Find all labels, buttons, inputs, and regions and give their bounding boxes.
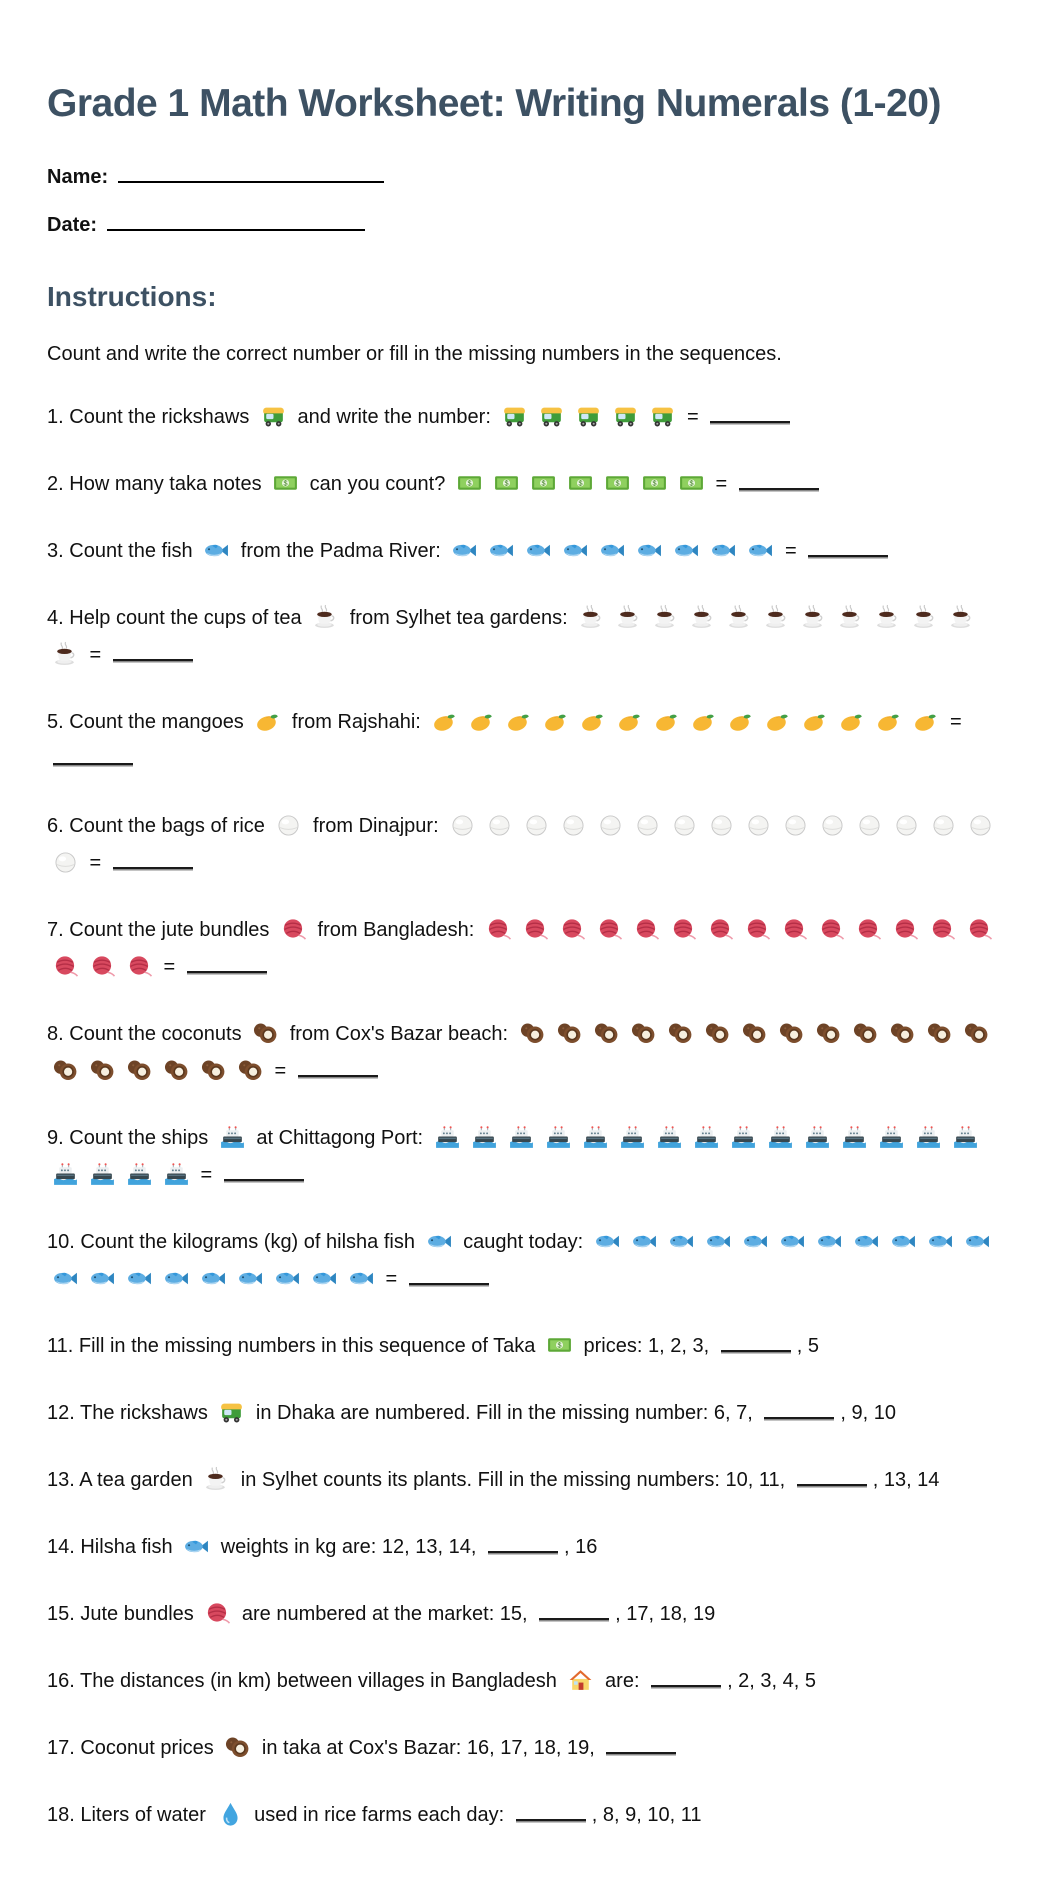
worksheet-items	[47, 399, 1012, 1834]
item-text-pre: Count the rickshaws	[69, 406, 255, 429]
fish-icon	[525, 537, 552, 564]
ship-icon	[219, 1124, 246, 1151]
item-number: 15.	[47, 1603, 81, 1626]
item-text-post: are numbered at the market: 15,	[236, 1603, 534, 1626]
fish-icon	[311, 1265, 338, 1292]
fish-icon	[488, 537, 515, 564]
answer-blank-4[interactable]	[113, 639, 193, 661]
fish-icon	[636, 537, 663, 564]
answer-blank-6[interactable]	[113, 847, 193, 869]
counting-item-8	[47, 1016, 1012, 1090]
name-input-line[interactable]	[118, 163, 384, 183]
mango-icon	[912, 708, 939, 735]
item-number: 2.	[47, 473, 70, 496]
jute-icon	[522, 916, 549, 943]
ship-icon	[471, 1124, 498, 1151]
droplet-icon	[217, 1801, 244, 1828]
counting-item-7	[47, 912, 1012, 986]
coconut-icon	[741, 1020, 768, 1047]
rickshaw-icon	[538, 403, 565, 430]
answer-blank-18[interactable]	[516, 1799, 586, 1821]
svg-text:$: $	[541, 479, 546, 489]
rice-icon	[745, 812, 772, 839]
fish-icon	[426, 1228, 453, 1255]
item-number: 7.	[47, 919, 70, 942]
answer-blank-17[interactable]	[606, 1732, 676, 1754]
item-text-pre: Count the jute bundles	[69, 919, 275, 942]
item-number: 9.	[47, 1127, 70, 1150]
counting-item-3	[47, 533, 1012, 570]
fish-icon	[705, 1228, 732, 1255]
item-text-post: from the Padma River:	[235, 540, 447, 563]
coconut-icon	[630, 1020, 657, 1047]
tea-cup-icon	[911, 604, 938, 631]
answer-blank-8[interactable]	[298, 1055, 378, 1077]
item-text-post: from Sylhet tea gardens:	[344, 607, 574, 630]
ship-icon	[952, 1124, 979, 1151]
item-text-post: in Dhaka are numbered. Fill in the missing number: 6, 7,	[250, 1402, 759, 1425]
item-text-post: , 5	[796, 1335, 819, 1358]
item-text-pre: Count the kilograms (kg) of hilsha fish	[80, 1231, 421, 1254]
svg-text:$: $	[652, 479, 657, 489]
sequence-item-13	[47, 1462, 1012, 1499]
mango-icon	[579, 708, 606, 735]
ship-icon	[582, 1124, 609, 1151]
fish-icon	[451, 537, 478, 564]
coconut-icon	[556, 1020, 583, 1047]
rickshaw-icon	[649, 403, 676, 430]
jute-icon	[818, 916, 845, 943]
item-text-post: used in rice farms each day:	[248, 1804, 510, 1827]
rickshaw-icon	[612, 403, 639, 430]
fish-icon	[668, 1228, 695, 1255]
item-number: 6.	[47, 815, 70, 838]
ship-icon	[508, 1124, 535, 1151]
ship-icon	[804, 1124, 831, 1151]
coconut-icon	[963, 1020, 990, 1047]
rickshaw-icon	[260, 403, 287, 430]
ship-icon	[52, 1161, 79, 1188]
ship-icon	[434, 1124, 461, 1151]
rice-icon	[449, 812, 476, 839]
answer-blank-13[interactable]	[797, 1464, 867, 1486]
taka-note-icon	[272, 470, 299, 497]
answer-blank-5[interactable]	[53, 743, 133, 765]
sequence-item-18	[47, 1797, 1012, 1834]
tea-cup-icon	[689, 604, 716, 631]
coconut-icon	[519, 1020, 546, 1047]
item-text-post: in taka at Cox's Bazar: 16, 17, 18, 19,	[256, 1737, 601, 1760]
jute-icon	[485, 916, 512, 943]
item-text-post: , 13, 14	[872, 1469, 940, 1492]
jute-icon	[892, 916, 919, 943]
tea-cup-icon	[615, 604, 642, 631]
jute-icon	[929, 916, 956, 943]
rickshaw-icon	[218, 1399, 245, 1426]
answer-blank-15[interactable]	[539, 1598, 609, 1620]
fish-icon	[779, 1228, 806, 1255]
jute-icon	[596, 916, 623, 943]
item-text-pre: Count the coconuts	[69, 1023, 248, 1046]
tea-cup-icon	[948, 604, 975, 631]
mango-icon	[838, 708, 865, 735]
mango-icon	[727, 708, 754, 735]
coconut-icon	[200, 1057, 227, 1084]
ship-icon	[915, 1124, 942, 1151]
fish-icon	[237, 1265, 264, 1292]
page-title: Grade 1 Math Worksheet: Writing Numerals (1-20)	[47, 82, 941, 125]
ship-icon	[878, 1124, 905, 1151]
svg-text:$: $	[504, 479, 509, 489]
coconut-icon	[778, 1020, 805, 1047]
coconut-icon	[926, 1020, 953, 1047]
item-number: 4.	[47, 607, 70, 630]
fish-icon	[927, 1228, 954, 1255]
fish-icon	[183, 1533, 210, 1560]
item-text-pre: Count the bags of rice	[69, 815, 271, 838]
item-text-post: , 8, 9, 10, 11	[591, 1804, 702, 1827]
mango-icon	[653, 708, 680, 735]
jute-icon	[855, 916, 882, 943]
fish-icon	[348, 1265, 375, 1292]
taka-note-icon	[641, 470, 668, 497]
coconut-icon	[889, 1020, 916, 1047]
item-text-pre: The distances (in km) between villages in Bangladesh	[80, 1670, 563, 1693]
item-number: 11.	[47, 1335, 79, 1358]
item-number: 16.	[47, 1670, 80, 1693]
counting-item-2	[47, 466, 1012, 503]
fish-icon	[599, 537, 626, 564]
fish-icon	[747, 537, 774, 564]
answer-blank-10[interactable]	[409, 1263, 489, 1285]
date-field	[47, 211, 1012, 237]
item-text-pre: Hilsha fish	[80, 1536, 179, 1559]
item-text-pre: Help count the cups of tea	[69, 607, 308, 630]
coconut-icon	[252, 1020, 279, 1047]
coconut-icon	[593, 1020, 620, 1047]
rice-icon	[967, 812, 994, 839]
coconut-icon	[667, 1020, 694, 1047]
item-text-post: , 16	[564, 1536, 598, 1559]
taka-note-icon	[493, 470, 520, 497]
item-text-post: from Bangladesh:	[311, 919, 480, 942]
coconut-icon	[52, 1057, 79, 1084]
taka-note-icon	[604, 470, 631, 497]
counting-item-5	[47, 704, 1012, 778]
item-text-post: from Cox's Bazar beach:	[284, 1023, 514, 1046]
item-text-post: and write the number:	[291, 406, 497, 429]
taka-note-icon	[456, 470, 483, 497]
item-number: 14.	[47, 1536, 81, 1559]
coconut-icon	[163, 1057, 190, 1084]
svg-text:$: $	[467, 479, 472, 489]
jute-icon	[204, 1600, 231, 1627]
item-number: 8.	[47, 1023, 70, 1046]
item-text-post: weights in kg are: 12, 13, 14,	[215, 1536, 482, 1559]
fish-icon	[274, 1265, 301, 1292]
tea-cup-icon	[874, 604, 901, 631]
tea-cup-icon	[763, 604, 790, 631]
rice-icon	[560, 812, 587, 839]
tea-cup-icon	[52, 641, 79, 668]
date-input-line[interactable]	[107, 211, 365, 231]
item-text-pre: The rickshaws	[80, 1402, 214, 1425]
sequence-item-15	[47, 1596, 1012, 1633]
item-text-post: , 17, 18, 19	[615, 1603, 716, 1626]
rice-icon	[930, 812, 957, 839]
coconut-icon	[237, 1057, 264, 1084]
taka-note-icon	[530, 470, 557, 497]
equals-sign: =	[269, 1060, 292, 1083]
rice-icon	[893, 812, 920, 839]
jute-icon	[559, 916, 586, 943]
item-text-pre: A tea garden	[79, 1469, 199, 1492]
jute-icon	[633, 916, 660, 943]
rice-icon	[486, 812, 513, 839]
tea-cup-icon	[726, 604, 753, 631]
equals-sign: =	[944, 711, 962, 734]
fish-icon	[631, 1228, 658, 1255]
instructions-heading: Instructions:	[47, 281, 217, 313]
tea-cup-icon	[837, 604, 864, 631]
item-number: 17.	[47, 1737, 81, 1760]
item-text-pre: How many taka notes	[69, 473, 268, 496]
jute-icon	[670, 916, 697, 943]
fish-icon	[890, 1228, 917, 1255]
rice-icon	[523, 812, 550, 839]
coconut-icon	[126, 1057, 153, 1084]
jute-icon	[707, 916, 734, 943]
answer-blank-1[interactable]	[710, 401, 790, 423]
fish-icon	[964, 1228, 991, 1255]
mango-icon	[505, 708, 532, 735]
house-icon	[567, 1667, 594, 1694]
item-text-pre: Count the mangoes	[69, 711, 250, 734]
ship-icon	[545, 1124, 572, 1151]
item-text-post: prices: 1, 2, 3,	[577, 1335, 715, 1358]
mango-icon	[616, 708, 643, 735]
sequence-item-14	[47, 1529, 1012, 1566]
equals-sign: =	[195, 1164, 218, 1187]
coconut-icon	[704, 1020, 731, 1047]
jute-icon	[966, 916, 993, 943]
sequence-item-12	[47, 1395, 1012, 1432]
ship-icon	[163, 1161, 190, 1188]
fish-icon	[126, 1265, 153, 1292]
rice-icon	[671, 812, 698, 839]
ship-icon	[619, 1124, 646, 1151]
coconut-icon	[852, 1020, 879, 1047]
item-text-pre: Jute bundles	[80, 1603, 200, 1626]
equals-sign: =	[681, 406, 705, 429]
mango-icon	[764, 708, 791, 735]
answer-blank-7[interactable]	[187, 951, 267, 973]
equals-sign: =	[84, 644, 107, 667]
fish-icon	[89, 1265, 116, 1292]
rice-icon	[856, 812, 883, 839]
item-text-pre: Count the fish	[69, 540, 199, 563]
date-label: Date:	[47, 214, 98, 237]
item-number: 18.	[47, 1804, 81, 1827]
tea-cup-icon	[203, 1466, 230, 1493]
answer-blank-9[interactable]	[224, 1159, 304, 1181]
coconut-icon	[224, 1734, 251, 1761]
rickshaw-icon	[575, 403, 602, 430]
ship-icon	[767, 1124, 794, 1151]
svg-text:$: $	[615, 479, 620, 489]
item-text-post: , 9, 10	[840, 1402, 897, 1425]
counting-item-4	[47, 600, 1012, 674]
sequence-item-16	[47, 1663, 1012, 1700]
counting-item-9	[47, 1120, 1012, 1194]
rice-icon	[819, 812, 846, 839]
tea-cup-icon	[312, 604, 339, 631]
item-text-post: from Dinajpur:	[307, 815, 445, 838]
taka-note-icon	[678, 470, 705, 497]
coconut-icon	[815, 1020, 842, 1047]
jute-icon	[52, 953, 79, 980]
ship-icon	[89, 1161, 116, 1188]
equals-sign: =	[709, 473, 733, 496]
item-text-post: caught today:	[457, 1231, 589, 1254]
item-text-post: , 2, 3, 4, 5	[727, 1670, 817, 1693]
ship-icon	[841, 1124, 868, 1151]
counting-item-1	[47, 399, 1012, 436]
item-text-pre: Count the ships	[69, 1127, 214, 1150]
item-text-pre: Coconut prices	[80, 1737, 220, 1760]
sequence-item-11	[47, 1328, 1012, 1365]
jute-icon	[744, 916, 771, 943]
jute-icon	[126, 953, 153, 980]
item-number: 5.	[47, 711, 70, 734]
name-field	[47, 163, 1012, 189]
item-text-post: from Rajshahi:	[286, 711, 427, 734]
equals-sign: =	[380, 1268, 403, 1291]
svg-text:$: $	[578, 479, 583, 489]
ship-icon	[730, 1124, 757, 1151]
item-number: 1.	[47, 406, 70, 429]
rice-icon	[275, 812, 302, 839]
rickshaw-icon	[501, 403, 528, 430]
name-label: Name:	[47, 166, 109, 189]
ship-icon	[693, 1124, 720, 1151]
fish-icon	[673, 537, 700, 564]
svg-text:$: $	[689, 479, 694, 489]
mango-icon	[542, 708, 569, 735]
item-text-post: are:	[599, 1670, 646, 1693]
instructions-text: Count and write the correct number or fill in the missing numbers in the sequences.	[47, 343, 782, 366]
ship-icon	[126, 1161, 153, 1188]
tea-cup-icon	[578, 604, 605, 631]
answer-blank-16[interactable]	[651, 1665, 721, 1687]
tea-cup-icon	[800, 604, 827, 631]
item-text-post: at Chittagong Port:	[250, 1127, 429, 1150]
item-number: 3.	[47, 540, 70, 563]
answer-blank-2[interactable]	[739, 468, 819, 490]
mango-icon	[431, 708, 458, 735]
taka-note-icon	[567, 470, 594, 497]
mango-icon	[875, 708, 902, 735]
jute-icon	[781, 916, 808, 943]
rice-icon	[597, 812, 624, 839]
coconut-icon	[89, 1057, 116, 1084]
rice-icon	[708, 812, 735, 839]
fish-icon	[52, 1265, 79, 1292]
rice-icon	[782, 812, 809, 839]
answer-blank-14[interactable]	[488, 1531, 558, 1553]
svg-text:$: $	[283, 479, 288, 489]
svg-text:$: $	[557, 1341, 562, 1351]
fish-icon	[816, 1228, 843, 1255]
fish-icon	[710, 537, 737, 564]
mango-icon	[801, 708, 828, 735]
sequence-item-17	[47, 1730, 1012, 1767]
equals-sign: =	[84, 852, 107, 875]
mango-icon	[690, 708, 717, 735]
rice-icon	[52, 849, 79, 876]
rice-icon	[634, 812, 661, 839]
item-number: 10.	[47, 1231, 81, 1254]
answer-blank-12[interactable]	[764, 1397, 834, 1419]
item-text-post: can you count?	[304, 473, 451, 496]
equals-sign: =	[158, 956, 181, 979]
answer-blank-3[interactable]	[808, 535, 888, 557]
counting-item-6	[47, 808, 1012, 882]
mango-icon	[468, 708, 495, 735]
fish-icon	[742, 1228, 769, 1255]
item-text-post: in Sylhet counts its plants. Fill in the missing numbers: 10, 11,	[235, 1469, 791, 1492]
item-number: 13.	[47, 1469, 80, 1492]
mango-icon	[254, 708, 281, 735]
answer-blank-11[interactable]	[721, 1330, 791, 1352]
equals-sign: =	[779, 540, 803, 563]
jute-icon	[280, 916, 307, 943]
fish-icon	[594, 1228, 621, 1255]
tea-cup-icon	[652, 604, 679, 631]
fish-icon	[163, 1265, 190, 1292]
jute-icon	[89, 953, 116, 980]
counting-item-10	[47, 1224, 1012, 1298]
fish-icon	[203, 537, 230, 564]
fish-icon	[200, 1265, 227, 1292]
item-number: 12.	[47, 1402, 80, 1425]
fish-icon	[853, 1228, 880, 1255]
item-text-pre: Fill in the missing numbers in this sequence of Taka	[78, 1335, 541, 1358]
fish-icon	[562, 537, 589, 564]
ship-icon	[656, 1124, 683, 1151]
item-text-pre: Liters of water	[80, 1804, 212, 1827]
taka-note-icon	[546, 1332, 573, 1359]
